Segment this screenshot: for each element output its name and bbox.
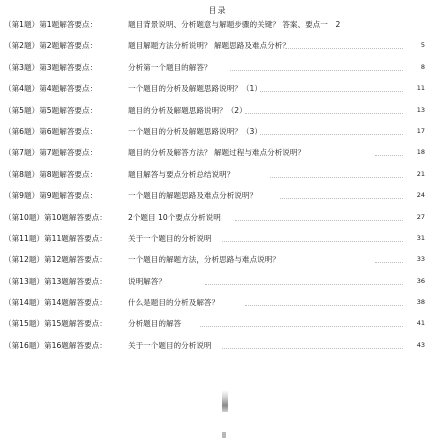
toc-entry-chapter: （第5题）第5题解答要点： (4, 105, 98, 115)
toc-entry-leader (285, 48, 403, 49)
toc-entry-title: 题目解题方法分析说明？ 解题思路及难点分析？ (128, 41, 290, 51)
toc-entry-page: 36 (416, 276, 425, 285)
toc-entry-chapter: （第13题）第13题解答要点： (4, 276, 107, 286)
toc-list (0, 14, 435, 356)
toc-entry-page: 33 (416, 255, 425, 264)
toc-entry-leader (235, 220, 403, 221)
toc-entry-leader (280, 198, 403, 199)
toc-entry[interactable] (0, 100, 435, 121)
toc-entry-leader (375, 262, 403, 263)
toc-entry-title: 关于一个题目的分析说明 (128, 233, 212, 243)
toc-entry[interactable] (0, 313, 435, 334)
toc-entry-leader (245, 113, 403, 114)
toc-entry-page: 13 (416, 105, 425, 114)
toc-entry-leader (260, 91, 403, 92)
toc-entry-chapter: （第2题）第2题解答要点： (4, 41, 98, 51)
toc-entry-page: 24 (416, 191, 425, 200)
toc-entry-chapter: （第9题）第9题解答要点： (4, 191, 98, 201)
toc-entry-title: 一个题目的分析及解题思路说明？（3） (128, 126, 262, 136)
toc-entry[interactable] (0, 228, 435, 249)
toc-entry-title: 题目解答与要点分析总结说明？ (128, 169, 235, 179)
toc-entry-title: 关于一个题目的分析说明 (128, 340, 212, 350)
toc-entry-chapter: （第4题）第4题解答要点： (4, 84, 98, 94)
toc-entry-title: 一个题目的分析及解题思路说明？（1） (128, 84, 262, 94)
toc-entry-page: 18 (416, 148, 425, 157)
toc-entry-leader (270, 177, 403, 178)
toc-entry-title: 题目的分析及解题思路说明？（2） (128, 105, 247, 115)
toc-entry[interactable] (0, 207, 435, 228)
toc-entry-chapter: （第3题）第3题解答要点： (4, 62, 98, 72)
vertical-mark (222, 390, 228, 412)
toc-entry-title: 一个题目的解题方法，分析思路与难点说明？ (128, 255, 280, 265)
toc-entry-chapter: （第14题）第14题解答要点： (4, 298, 107, 308)
toc-entry[interactable] (0, 57, 435, 78)
toc-entry-chapter: （第16题）第16题解答要点： (4, 340, 107, 350)
toc-entry[interactable] (0, 14, 435, 35)
toc-entry-title: 说明解答？ (128, 276, 166, 286)
toc-entry-title: 题目的分析及解答方法？ 解题过程与难点分析说明？ (128, 148, 306, 158)
toc-entry[interactable] (0, 335, 435, 356)
toc-entry[interactable] (0, 35, 435, 56)
toc-entry-chapter: （第6题）第6题解答要点： (4, 126, 98, 136)
toc-entry-chapter: （第15题）第15题解答要点： (4, 319, 107, 329)
toc-entry[interactable] (0, 249, 435, 270)
toc-entry-leader (230, 70, 403, 71)
toc-entry-page: 8 (420, 62, 425, 71)
toc-entry-title: 2个题目 10个要点分析说明 (128, 212, 221, 222)
toc-entry-title: 什么是题目的分析及解答？ (128, 298, 220, 308)
toc-entry[interactable] (0, 271, 435, 292)
toc-entry-leader (260, 134, 403, 135)
toc-entry-page: 38 (416, 298, 425, 307)
toc-entry-title: 题目背景说明、分析题意与解题步骤的关键？ 答案、要点一 2 (128, 20, 341, 29)
toc-entry-title: 分析第一个题目的解答？ (128, 62, 212, 72)
toc-entry-leader (375, 155, 403, 156)
toc-entry-page: 41 (416, 319, 425, 328)
toc-entry-page: 11 (416, 84, 425, 93)
small-mark (222, 432, 226, 438)
page-title: 目录 (208, 6, 227, 15)
toc-entry[interactable] (0, 142, 435, 163)
toc-entry-chapter: （第1题）第1题解答要点： (4, 20, 98, 29)
toc-entry-leader (200, 326, 403, 327)
toc-entry[interactable] (0, 164, 435, 185)
toc-entry-leader (245, 305, 403, 306)
toc-entry-title: 分析题目的解答 (128, 319, 182, 329)
toc-entry-leader (205, 284, 403, 285)
toc-entry-page: 27 (416, 212, 425, 221)
toc-entry-chapter: （第12题）第12题解答要点： (4, 255, 107, 265)
toc-entry[interactable] (0, 78, 435, 99)
toc-entry-chapter: （第11题）第11题解答要点： (4, 233, 107, 243)
toc-entry-chapter: （第8题）第8题解答要点： (4, 169, 98, 179)
toc-entry[interactable] (0, 121, 435, 142)
toc-entry-page: 43 (416, 340, 425, 349)
toc-entry-page: 17 (416, 126, 425, 135)
toc-entry-page: 5 (420, 41, 425, 50)
toc-entry[interactable] (0, 292, 435, 313)
toc-entry-chapter: （第7题）第7题解答要点： (4, 148, 98, 158)
toc-entry-title: 一个题目的解题思路及难点分析说明？ (128, 191, 258, 201)
toc-entry-page: 31 (416, 233, 425, 242)
toc-entry-chapter: （第10题）第10题解答要点： (4, 212, 107, 222)
toc-entry[interactable] (0, 185, 435, 206)
toc-entry-page: 21 (416, 169, 425, 178)
toc-entry-leader (222, 241, 403, 242)
toc-entry-leader (222, 348, 403, 349)
